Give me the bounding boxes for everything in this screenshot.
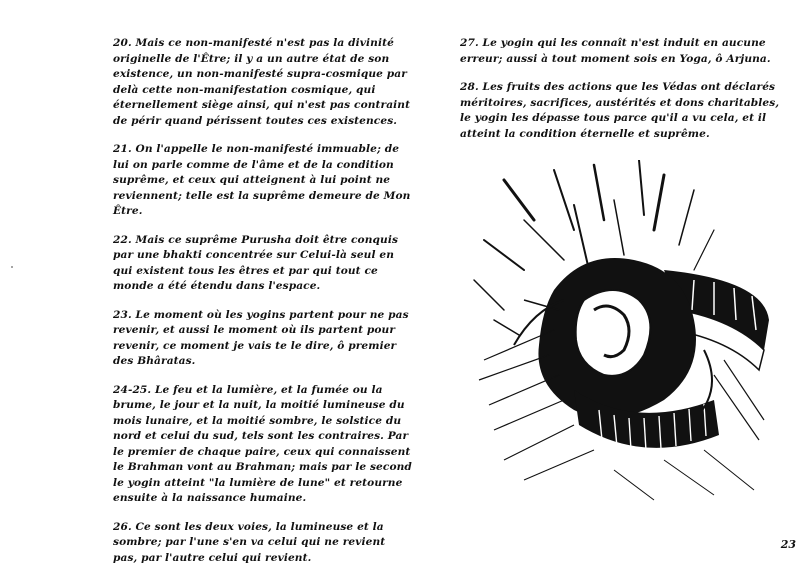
left-text-column [113, 36, 413, 579]
page-number: 23 [780, 538, 796, 551]
verse-24-25: 24-25. Le feu et la lumière, et la fumée ou la brume, le jour et la nuit, la moitié lumineuse du mois lunaire, et la moitié sombre, le solstice du nord et celui du sud, tels sont les contraires. Par le premier de chaque paire, ceux qui connaissent le Brahman vont au Brahman; mais par le second le yogin atteint "la lumière de lune" et retourne ensuite à la naissance humaine. [113, 383, 412, 504]
margin-mark [11, 266, 13, 268]
verse-22: 22. Mais ce suprême Purusha doit être conquis par une bhakti concentrée sur Celui-là seul en qui existent tous les êtres et par qui tout ce monde a été étendu dans l'espace. [113, 233, 399, 292]
verse-27: 27. Le yogin qui les connaît n'est induit en aucune erreur; aussi à tout moment sois en Yoga, ô Arjuna. [460, 37, 771, 65]
ink-illustration [464, 160, 776, 505]
right-page [420, 0, 800, 561]
verse-20: 20. Mais ce non-manifesté n'est pas la divinité originelle de l'Être; il y a un autre état de son existence, un non-manifesté supra-cosmique par delà cette non-manifestation cosmique, qui éternellement siège ainsi, qui n'est pas contraint de périr quand périssent toutes ces existences. [113, 37, 411, 127]
verse-28: 28. Les fruits des actions que les Védas ont déclarés méritoires, sacrifices, austérités et dons charitables, le yogin les dépasse tous parce qu'il a vu cela, et il atteint la condition éternelle et suprême. [460, 81, 780, 140]
verse-21: 21. On l'appelle le non-manifesté immuable; de lui on parle comme de l'âme et de la condition suprême, et ceux qui atteignent à lui point ne reviennent; telle est la suprême demeure de Mon Être. [113, 143, 411, 217]
verse-26: 26. Ce sont les deux voies, la lumineuse et la sombre; par l'une s'en va celui qui ne revient pas, par l'autre celui qui revient. [113, 520, 386, 564]
right-text-column [460, 36, 780, 155]
verse-23: 23. Le moment où les yogins partent pour ne pas revenir, et aussi le moment où ils partent pour revenir, ce moment je vais te le dire, ô premier des Bhâratas. [113, 308, 409, 367]
